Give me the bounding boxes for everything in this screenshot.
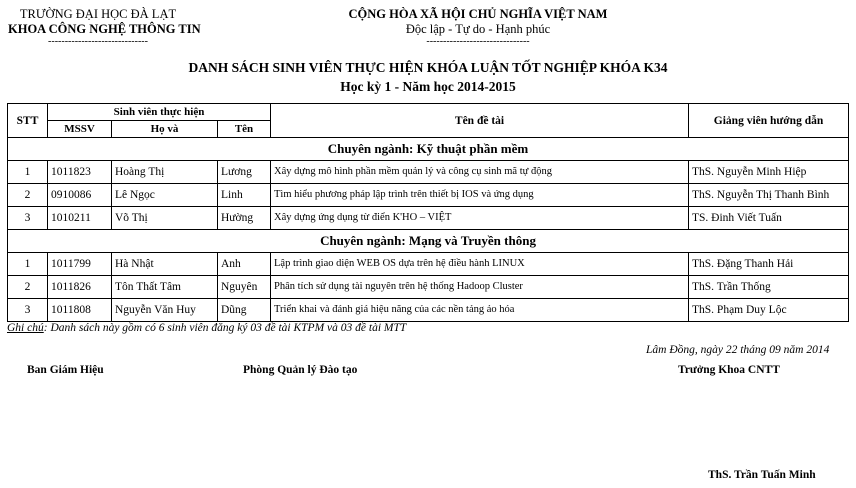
header-advisor: Giảng viên hướng dẫn (689, 104, 849, 138)
header-first-name: Tên (218, 121, 271, 138)
footnote-text: : Danh sách này gồm có 6 sinh viên đăng ký 03 đề tài KTPM và 03 đề tài MTT (43, 322, 407, 334)
cell-first-name: Nguyên (218, 276, 271, 299)
cell-stt: 2 (8, 276, 48, 299)
footnote (7, 322, 406, 334)
cell-topic: Xây dựng ứng dụng từ điển K'HO – VIỆT (271, 207, 689, 230)
table-row (8, 207, 849, 230)
national-motto: Độc lập - Tự do - Hạnh phúc (405, 22, 551, 36)
cell-stt: 3 (8, 299, 48, 322)
place-date: Lâm Đồng, ngày 22 tháng 09 năm 2014 (646, 344, 830, 356)
faculty-name: KHOA CÔNG NGHỆ THÔNG TIN (8, 22, 201, 36)
cell-advisor: ThS. Nguyễn Minh Hiệp (689, 161, 849, 184)
cell-last-name: Võ Thị (112, 207, 218, 230)
header-topic: Tên đề tài (271, 104, 689, 138)
cell-last-name: Tôn Thất Tâm (112, 276, 218, 299)
table-row (8, 161, 849, 184)
nation-name: CỘNG HÒA XÃ HỘI CHỦ NGHĨA VIỆT NAM (348, 7, 608, 21)
cell-topic: Phân tích sử dụng tài nguyên trên hệ thống Hadoop Cluster (271, 276, 689, 299)
header-mssv: MSSV (48, 121, 112, 138)
cell-stt: 3 (8, 207, 48, 230)
student-thesis-table (7, 103, 849, 322)
cell-topic: Tìm hiểu phương pháp lập trình trên thiết bị IOS và ứng dụng (271, 184, 689, 207)
cell-first-name: Dũng (218, 299, 271, 322)
cell-first-name: Hường (218, 207, 271, 230)
cell-advisor: ThS. Đặng Thanh Hải (689, 253, 849, 276)
cell-mssv: 1011808 (48, 299, 112, 322)
cell-last-name: Lê Ngọc (112, 184, 218, 207)
header-last-name: Họ và (112, 121, 218, 138)
signature-dean-title: Trưởng Khoa CNTT (678, 364, 780, 376)
cell-first-name: Lương (218, 161, 271, 184)
document-title: DANH SÁCH SINH VIÊN THỰC HIỆN KHÓA LUẬN TỐT NGHIỆP KHÓA K34 (188, 60, 668, 75)
table-row (8, 253, 849, 276)
header-student-group: Sinh viên thực hiện (48, 104, 271, 121)
cell-advisor: TS. Đinh Viết Tuấn (689, 207, 849, 230)
cell-stt: 1 (8, 161, 48, 184)
motto-rule: ------------------------------- (426, 36, 530, 47)
footnote-label: Ghi chú (7, 322, 44, 334)
document-term: Học kỳ 1 - Năm học 2014-2015 (340, 79, 516, 94)
cell-topic: Triển khai và đánh giá hiệu năng của các nền tảng ảo hóa (271, 299, 689, 322)
cell-last-name: Hà Nhật (112, 253, 218, 276)
cell-mssv: 1011826 (48, 276, 112, 299)
signature-board: Ban Giám Hiệu (27, 364, 104, 376)
section-heading-software: Chuyên ngành: Kỹ thuật phần mềm (8, 138, 849, 161)
header-stt: STT (8, 104, 48, 138)
cell-stt: 2 (8, 184, 48, 207)
cell-mssv: 1010211 (48, 207, 112, 230)
cell-last-name: Nguyễn Văn Huy (112, 299, 218, 322)
cell-topic: Xây dựng mô hình phần mềm quản lý và công cụ sinh mã tự động (271, 161, 689, 184)
cell-advisor: ThS. Phạm Duy Lộc (689, 299, 849, 322)
section-heading-network: Chuyên ngành: Mạng và Truyền thông (8, 230, 849, 253)
signature-training-office: Phòng Quản lý Đào tạo (243, 364, 358, 376)
table-row (8, 299, 849, 322)
university-name: TRƯỜNG ĐẠI HỌC ĐÀ LẠT (19, 7, 177, 21)
cell-mssv: 1011823 (48, 161, 112, 184)
issuer-rule: ------------------------------ (48, 36, 148, 47)
cell-mssv: 1011799 (48, 253, 112, 276)
issuer-block (8, 7, 201, 47)
cell-first-name: Linh (218, 184, 271, 207)
signature-dean-name: ThS. Trần Tuấn Minh (708, 469, 816, 481)
table-row (8, 184, 849, 207)
national-header (318, 7, 638, 47)
cell-mssv: 0910086 (48, 184, 112, 207)
cell-topic: Lập trình giao diện WEB OS dựa trên hệ điều hành LINUX (271, 253, 689, 276)
cell-first-name: Anh (218, 253, 271, 276)
cell-advisor: ThS. Trần Thống (689, 276, 849, 299)
cell-advisor: ThS. Nguyễn Thị Thanh Bình (689, 184, 849, 207)
cell-last-name: Hoàng Thị (112, 161, 218, 184)
table-row (8, 276, 849, 299)
cell-stt: 1 (8, 253, 48, 276)
